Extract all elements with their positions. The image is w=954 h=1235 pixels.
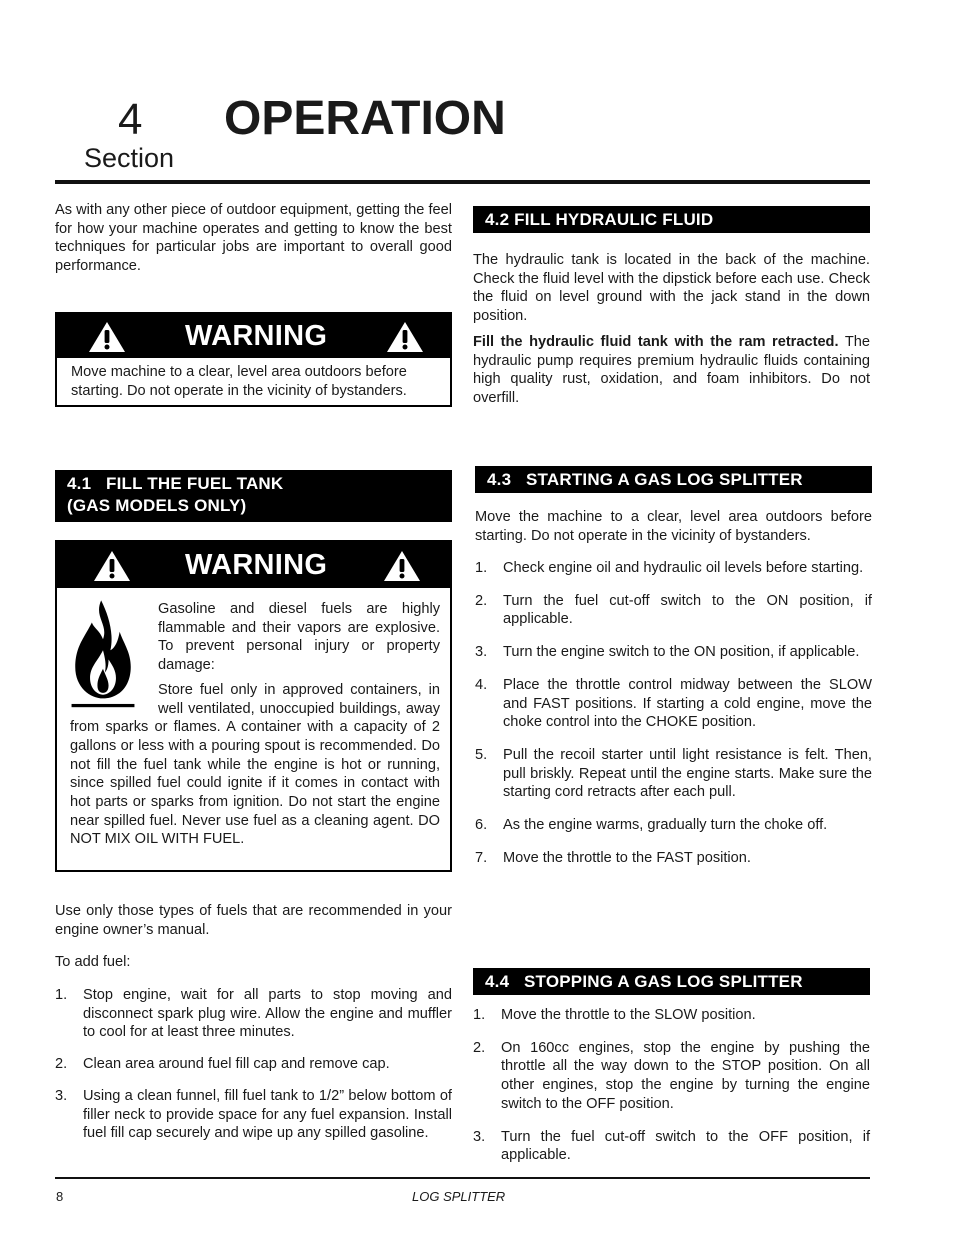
add-fuel-label: To add fuel: — [55, 954, 131, 970]
list-item — [55, 986, 452, 1042]
step-number: 2. — [473, 1039, 486, 1056]
step-text: Turn the fuel cut-off switch to the OFF position, if applicable. — [501, 1128, 870, 1164]
starting-intro: Move the machine to a clear, level area outdoors before starting. Do not operate in the vicinity of bystanders. — [475, 509, 872, 544]
step-text: Place the throttle control midway between the SLOW and FAST positions. If starting a cold engine, move the choke control into the CHOKE position. — [503, 676, 872, 731]
hydraulic-fill-text: The hydraulic pump requires premium hydraulic fluids containing high quality rust, oxidation, and foam inhibitors. Do not overfill. — [473, 334, 870, 407]
step-text: As the engine warms, gradually turn the choke off. — [503, 817, 828, 834]
header-rule — [55, 180, 870, 184]
list-item — [475, 676, 872, 732]
page-number: 8 — [56, 1189, 64, 1204]
step-number: 1. — [475, 560, 488, 576]
list-item — [473, 1039, 870, 1114]
page-title: OPERATION — [224, 92, 506, 145]
list-item — [475, 849, 872, 868]
warning-triangle-icon — [385, 320, 425, 354]
step-text: Clean area around fuel fill cap and remove cap. — [83, 1056, 390, 1073]
warning-label: WARNING — [185, 320, 328, 352]
footer-doc-title: LOG SPLITTER — [412, 1189, 506, 1204]
flame-icon — [66, 594, 140, 714]
stopping-steps — [473, 1006, 870, 1165]
intro-paragraph: As with any other piece of outdoor equipment, getting the feel for how your machine operates and getting to know the best techniques for particular jobs are important to overall good performance. — [55, 202, 452, 275]
section-heading-4-2: 4.2 FILL HYDRAULIC FLUID — [473, 206, 870, 233]
warning-text: Move machine to a clear, level area outdoors before starting. Do not operate in the vicinity of bystanders. — [71, 364, 407, 399]
section-heading-4-4: 4.4 STOPPING A GAS LOG SPLITTER — [473, 968, 870, 995]
fuel-warning-storage: Store fuel only in approved containers, in well ventilated, unoccupied buildings, away from sparks or flames. A container with a capacity of 2 gallons or less with a pouring spout is recommended. Do not fill the fuel tank while the engine is hot or running, since spilled fuel could ignite if it comes in contact with hot parts or sparks from ignition. Do not start the engine near spilled fuel. Never use fuel as a cleaning agent. DO NOT MIX OIL WITH FUEL. — [70, 681, 440, 848]
step-number: 2. — [55, 1056, 68, 1073]
step-number: 1. — [55, 987, 68, 1003]
warning-box-bystanders — [55, 312, 452, 407]
step-text: Pull the recoil starter until light resistance is felt. Then, pull briskly. Repeat until the engine starts. Make sure the starting cord retracts after each pull. — [503, 746, 872, 801]
hydraulic-fill-emphasis: Fill the hydraulic fluid tank with the ram retracted. — [473, 334, 839, 350]
list-item — [55, 1055, 452, 1074]
warning-header — [57, 542, 450, 588]
warning-triangle-icon — [87, 320, 127, 354]
warning-header — [57, 314, 450, 358]
list-item — [475, 816, 872, 835]
step-text: Move the throttle to the SLOW position. — [501, 1007, 756, 1023]
step-number: 6. — [475, 817, 488, 834]
warning-triangle-icon — [382, 549, 422, 583]
warning-triangle-icon — [92, 549, 132, 583]
starting-steps — [475, 559, 872, 867]
step-number: 3. — [475, 644, 488, 661]
step-text: Move the throttle to the FAST position. — [503, 849, 751, 866]
fuel-warning-intro: Gasoline and diesel fuels are highly flammable and their vapors are explosive. To prevent personal injury or property damage: — [158, 601, 440, 674]
step-number: 1. — [473, 1007, 486, 1023]
step-text: Stop engine, wait for all parts to stop moving and disconnect spark plug wire. Allow the engine and muffler to cool for at least three minutes. — [83, 987, 452, 1041]
list-item — [55, 1087, 452, 1143]
warning-label: WARNING — [185, 549, 328, 581]
add-fuel-steps — [55, 986, 452, 1143]
section-word: Section — [84, 143, 175, 173]
fuel-type-paragraph: Use only those types of fuels that are recommended in your engine owner’s manual. — [55, 903, 452, 938]
step-text: Turn the engine switch to the ON position, if applicable. — [503, 644, 860, 661]
step-number: 5. — [475, 746, 488, 763]
section-heading-4-1 — [55, 470, 452, 522]
section-number: 4 — [118, 95, 143, 144]
step-number: 4. — [475, 676, 488, 693]
step-text: Turn the fuel cut-off switch to the ON position, if applicable. — [503, 592, 872, 628]
step-number: 3. — [473, 1128, 486, 1145]
list-item — [473, 1128, 870, 1165]
step-text: Using a clean funnel, fill fuel tank to 1/2” below bottom of filler neck to provide space for any fuel expansion. Install fuel fill cap securely and wipe up any spilled gasoline. — [83, 1087, 452, 1142]
warning-box-fuel — [55, 540, 452, 872]
step-number: 2. — [475, 592, 488, 609]
heading-line: 4.1 FILL THE FUEL TANK — [67, 474, 284, 493]
step-text: Check engine oil and hydraulic oil levels before starting. — [503, 560, 864, 576]
list-item — [475, 746, 872, 802]
footer-rule — [55, 1177, 870, 1179]
list-item — [473, 1006, 870, 1025]
section-heading-4-3: 4.3 STARTING A GAS LOG SPLITTER — [475, 466, 872, 493]
step-text: On 160cc engines, stop the engine by pushing the throttle all the way down to the STOP position. On all other engines, stop the engine by turning the engine switch to the OFF position. — [501, 1039, 870, 1112]
list-item — [475, 643, 872, 662]
step-number: 3. — [55, 1087, 68, 1104]
hydraulic-paragraph: The hydraulic tank is located in the back of the machine. Check the fluid level with the dipstick before each use. Check the fluid on level ground with the jack stand in the down position. — [473, 252, 870, 325]
warning-body — [57, 588, 450, 849]
list-item — [475, 592, 872, 629]
hydraulic-fill-paragraph — [473, 333, 870, 408]
step-number: 7. — [475, 849, 488, 866]
list-item — [475, 559, 872, 578]
heading-line: (GAS MODELS ONLY) — [67, 496, 247, 515]
